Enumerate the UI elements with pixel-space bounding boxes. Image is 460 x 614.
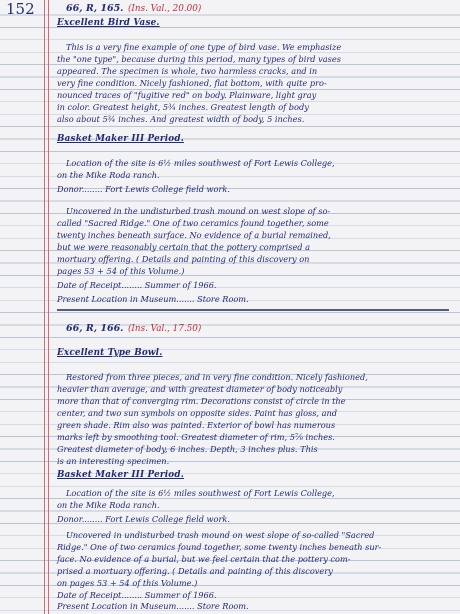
description-line: Restored from three pieces, and in very fine condition. Nicely fashioned, <box>66 372 368 382</box>
insured-value: (Ins. Val., 17.50) <box>128 324 202 334</box>
uncovered-line: Ridge." One of two ceramics found together, some twenty inches beneath sur- <box>57 542 382 552</box>
location-line: on the Mike Roda ranch. <box>57 170 160 180</box>
uncovered-line: called "Sacred Ridge." One of two ceramics found together, some <box>57 218 329 228</box>
description-line: appeared. The specimen is whole, two harmless cracks, and in <box>57 66 318 76</box>
margin-line <box>48 0 49 614</box>
insured-value: (Ins. Val., 20.00) <box>128 4 202 14</box>
location-line: Location of the site is 6½ miles southwest of Fort Lewis College, <box>66 158 335 168</box>
description-line: center, and two sun symbols on opposite sides. Paint has gloss, and <box>57 408 337 418</box>
description-line: in color. Greatest height, 5¾ inches. Greatest length of body <box>57 102 309 112</box>
description-line: is an interesting specimen. <box>57 456 170 466</box>
present-location-line: Present Location in Museum....... Store Room. <box>57 294 249 304</box>
uncovered-line: twenty inches beneath surface. No evidence of a burial remained, <box>57 230 331 240</box>
margin-line <box>44 0 45 614</box>
entry-id: 66, R, 165. <box>66 3 124 14</box>
present-location-line: Present Location in Museum....... Store Room. <box>57 601 249 611</box>
description-line: the "one type", because during this period, many types of bird vases <box>57 54 341 64</box>
location-line: Location of the site is 6½ miles southwest of Fort Lewis College, <box>66 488 335 498</box>
entry-title: Excellent Bird Vase. <box>57 18 160 28</box>
description-line: nounced traces of "fugitive red" on body. Plainware, light gray <box>57 90 317 100</box>
description-line: more than that of converging rim. Decorations consist of circle in the <box>57 396 346 406</box>
uncovered-line: face. No evidence of a burial, but we feel certain that the pottery com- <box>57 554 351 564</box>
uncovered-line: Uncovered in undisturbed trash mound on west slope of so-called "Sacred <box>66 530 375 540</box>
uncovered-line: on pages 53 + 54 of this Volume.) <box>57 578 198 588</box>
receipt-line: Date of Receipt........ Summer of 1966. <box>57 590 217 600</box>
entry-id: 66, R, 166. <box>66 323 124 334</box>
receipt-line: Date of Receipt........ Summer of 1966. <box>57 280 217 290</box>
description-line: This is a very fine example of one type of bird vase. We emphasize <box>66 42 342 52</box>
entry-title: Excellent Type Bowl. <box>57 348 163 358</box>
uncovered-line: pages 53 + 54 of this Volume.) <box>57 266 185 276</box>
uncovered-line: but we were reasonably certain that the pottery comprised a <box>57 242 311 252</box>
description-line: Greatest diameter of body, 6 inches. Depth, 3 inches plus. This <box>57 444 318 454</box>
entry-separator <box>57 309 449 311</box>
location-line: on the Mike Roda ranch. <box>57 500 160 510</box>
donor-line: Donor........ Fort Lewis College field work. <box>57 184 230 194</box>
uncovered-line: Uncovered in the undisturbed trash mound on west slope of so- <box>66 206 331 216</box>
description-line: green shade. Rim also was painted. Exterior of bowl has numerous <box>57 420 336 430</box>
description-line: very fine condition. Nicely fashioned, flat bottom, with quite pro- <box>57 78 327 88</box>
uncovered-line: mortuary offering. ( Details and painting of this discovery on <box>57 254 310 264</box>
description-line: heavier than average, and with greatest diameter of body noticeably <box>57 384 343 394</box>
page-number: 152 <box>6 0 35 18</box>
description-line: marks left by smoothing tool. Greatest diameter of rim, 5⅞ inches. <box>57 432 335 442</box>
uncovered-line: prised a mortuary offering. ( Details and painting of this discovery <box>57 566 333 576</box>
description-line: also about 5¾ inches. And greatest width of body, 5 inches. <box>57 114 305 124</box>
period-heading: Basket Maker III Period. <box>57 470 184 480</box>
period-heading: Basket Maker III Period. <box>57 134 184 144</box>
donor-line: Donor........ Fort Lewis College field work. <box>57 514 230 524</box>
